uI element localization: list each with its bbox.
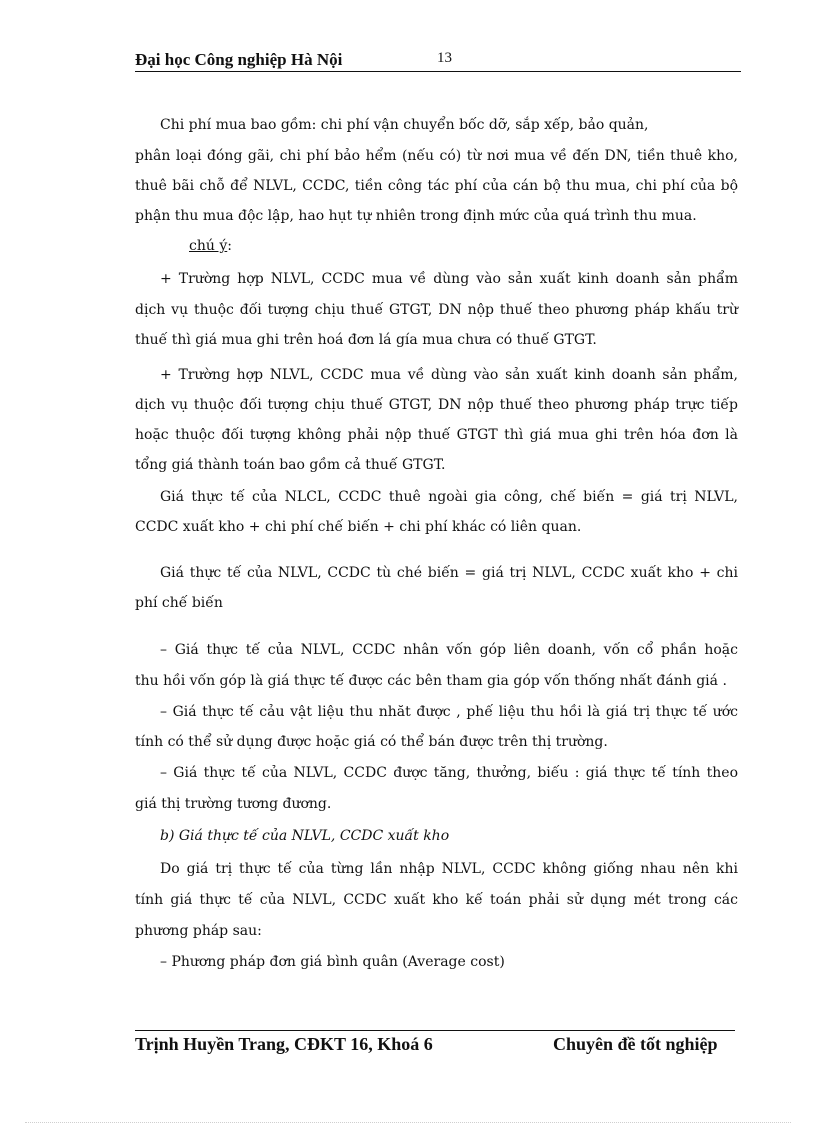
page-number: 13 (437, 50, 452, 66)
para-3-line-3: hoặc thuộc đối tượng không phải nộp thuế GTGT thì giá mua ghi trên hóa đơn là (135, 427, 738, 443)
para-2-line-2: dịch vụ thuộc đối tượng chịu thuế GTGT, DN nộp thuế theo phương pháp khấu trừ (135, 302, 738, 318)
header-rule (135, 71, 741, 72)
header-title: Đại học Công nghiệp Hà Nội (135, 50, 343, 69)
note-label (189, 237, 232, 255)
para-4-line-2: CCDC xuất kho + chi phí chế biến + chi phí khác có liên quan. (135, 519, 582, 535)
para-1-line-3: thuê bãi chỗ để NLVL, CCDC, tiền công tác phí của cán bộ thu mua, chi phí của bộ (135, 178, 738, 194)
para-9-line-3: phương pháp sau: (135, 923, 262, 939)
para-1-line-1: Chi phí mua bao gồm: chi phí vận chuyển bốc dỡ, sắp xếp, bảo quản, (160, 117, 649, 133)
para-5-line-2: phí chế biến (135, 595, 223, 611)
para-9-line-2: tính giá thực tế của NLVL, CCDC xuất kho kế toán phải sử dụng mét trong các (135, 892, 738, 908)
para-10-line-1: – Phương pháp đơn giá bình quân (Average cost) (160, 954, 505, 970)
para-9-line-1: Do giá trị thực tế của từng lần nhập NLVL, CCDC không giống nhau nên khi (160, 861, 738, 877)
para-2-line-3: thuế thì giá mua ghi trên hoá đơn lá gía mua chưa có thuế GTGT. (135, 332, 597, 348)
note-label-colon: : (227, 238, 232, 254)
footer-author: Trịnh Huyền Trang, CĐKT 16, Khoá 6 (135, 1034, 433, 1054)
para-6-line-2: thu hồi vốn góp là giá thực tế được các bên tham gia góp vốn thống nhất đánh giá . (135, 673, 727, 689)
note-label-text: chú ý (189, 238, 228, 254)
para-3-line-1: + Trường hợp NLVL, CCDC mua về dùng vào sản xuất kinh doanh sản phẩm, (160, 367, 738, 383)
para-3-line-4: tổng giá thành toán bao gồm cả thuế GTGT. (135, 457, 446, 473)
para-8-line-1: – Giá thực tế của NLVL, CCDC được tăng, thưởng, biếu : giá thực tế tính theo (160, 765, 738, 781)
para-4-line-1: Giá thực tế của NLCL, CCDC thuê ngoài gia công, chế biến = giá trị NLVL, (160, 489, 738, 505)
para-6-line-1: – Giá thực tế của NLVL, CCDC nhân vốn góp liên doanh, vốn cổ phần hoặc (160, 642, 738, 658)
para-1-line-4: phận thu mua độc lập, hao hụt tự nhiên trong định mức của quá trình thu mua. (135, 208, 697, 224)
para-5-line-1: Giá thực tế của NLVL, CCDC tù ché biến = giá trị NLVL, CCDC xuất kho + chi (160, 565, 738, 581)
para-3-line-2: dịch vụ thuộc đối tượng chịu thuế GTGT, DN nộp thuế theo phương pháp trực tiếp (135, 397, 738, 413)
para-7-line-2: tính có thể sử dụng được hoặc giá có thể bán được trên thị trường. (135, 734, 608, 750)
para-2-line-1: + Trường hợp NLVL, CCDC mua về dùng vào sản xuất kinh doanh sản phẩm (160, 271, 738, 287)
para-7-line-1: – Giá thực tế cảu vật liệu thu nhăt được , phế liệu thu hồi là giá trị thực tế ước (160, 704, 738, 720)
para-1-line-2: phân loại đóng gãi, chi phí bảo hểm (nếu có) từ nơi mua về đến DN, tiền thuê kho, (135, 148, 738, 164)
footer-doc-type: Chuyên đề tốt nghiệp (553, 1034, 718, 1054)
para-8-line-2: giá thị trường tương đương. (135, 796, 332, 812)
section-heading-b: b) Giá thực tế của NLVL, CCDC xuất kho (160, 828, 450, 844)
footer-rule (135, 1030, 735, 1031)
